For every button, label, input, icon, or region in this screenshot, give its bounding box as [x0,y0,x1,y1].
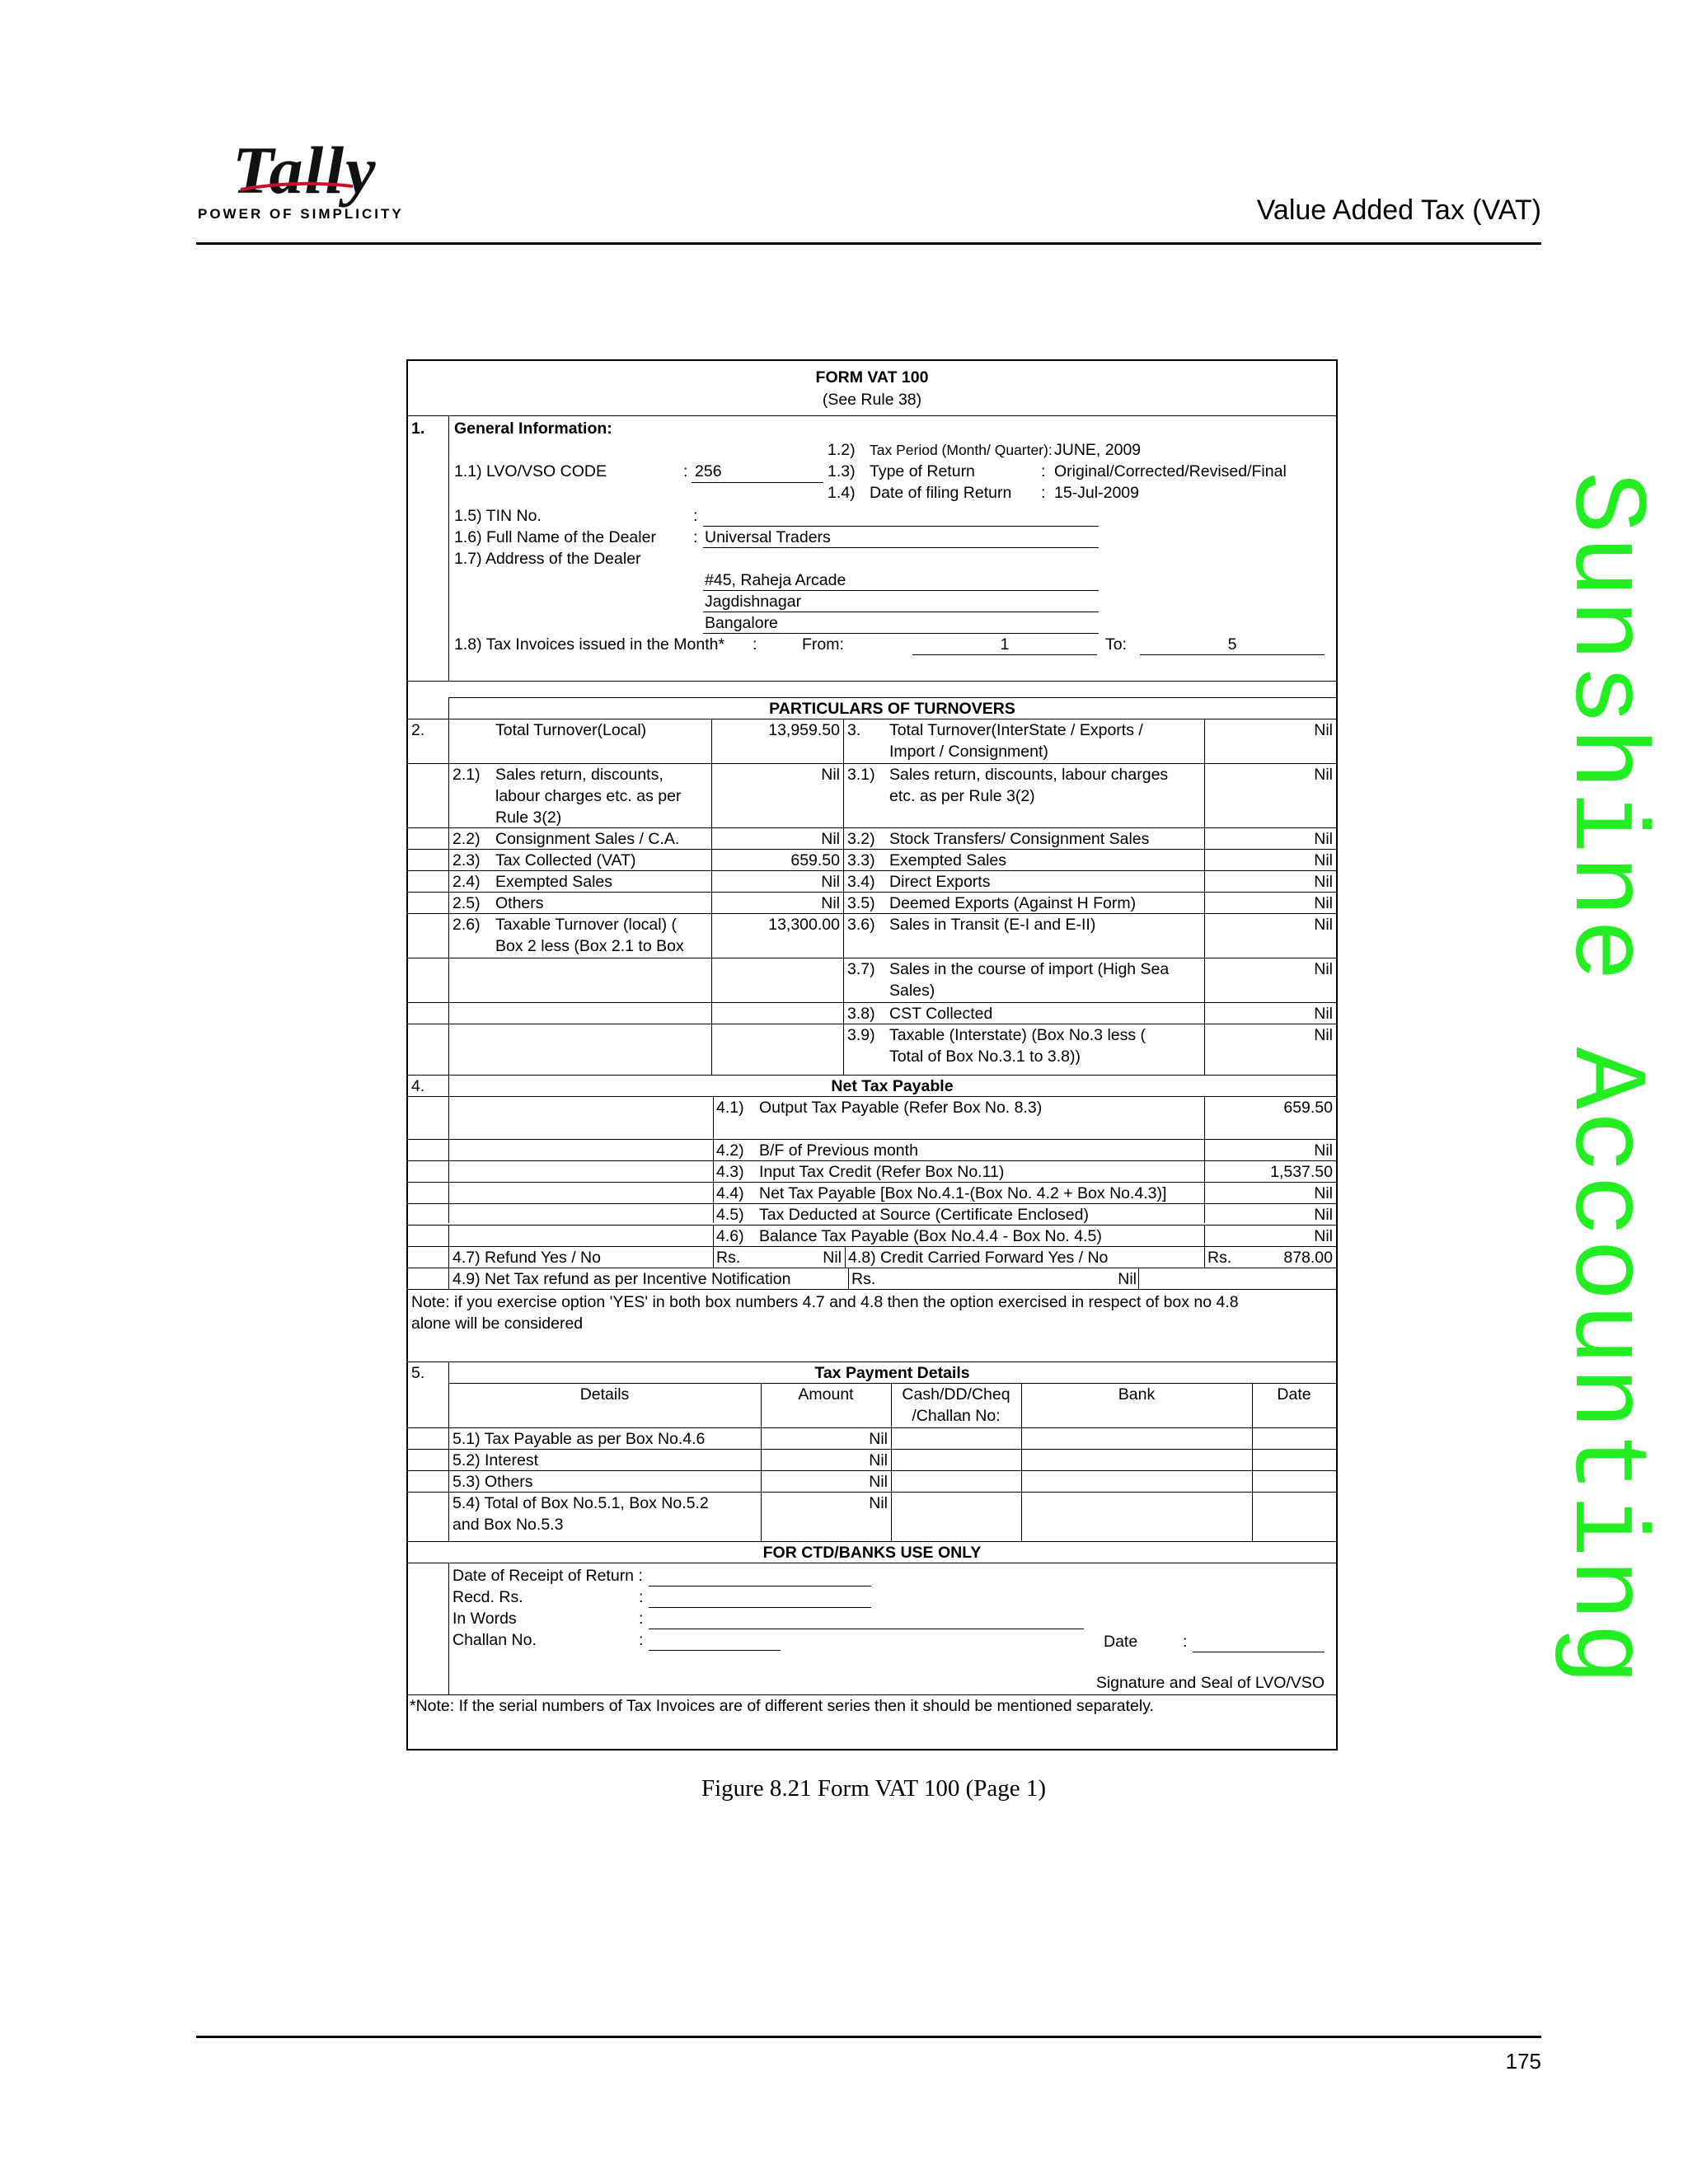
carry-forward-label: 4.8) Credit Carried Forward Yes / No [848,1249,1109,1267]
tax-payment-heading: Tax Payment Details [814,1364,970,1382]
box-3-9-label: Taxable (Interstate) (Box No.3 less ( [889,1026,1146,1044]
form-title: FORM VAT 100 [815,368,929,387]
section-1-num: 1. [411,419,425,438]
box-4-6-label: Balance Tax Payable (Box No.4.4 - Box No. 4.5) [759,1227,1102,1245]
box-3-4-num: 3.4) [847,873,875,891]
words-colon: : [639,1610,644,1628]
address-line-2: Jagdishnagar [705,593,802,611]
box-5-3-value: Nil [869,1473,888,1491]
page-number: 175 [1505,2049,1541,2074]
footer-rule [196,2036,1541,2038]
type-colon: : [1041,462,1046,480]
period-label: Tax Period (Month/ Quarter): [870,442,1053,458]
form-vat-100 [406,359,1338,1750]
form-subtitle: (See Rule 38) [822,391,922,409]
box-5-1-label: 5.1) Tax Payable as per Box No.4.6 [452,1430,706,1448]
box-3-4-label: Direct Exports [889,873,991,891]
watermark-text: Sunshine Accounting [1545,471,1663,1687]
period-value: JUNE, 2009 [1054,441,1142,459]
box-2-2-num: 2.2) [452,830,481,848]
box-5-4-value: Nil [869,1494,888,1512]
box-3-3-value: Nil [1314,851,1333,869]
box-2-1-label: Sales return, discounts, [495,766,663,784]
col-date: Date [1277,1385,1311,1404]
to-label: To: [1105,635,1128,654]
box-2-6-num: 2.6) [452,916,481,934]
box-2-3-label: Tax Collected (VAT) [495,851,636,869]
dealer-name: Universal Traders [705,528,831,546]
date-value: 15-Jul-2009 [1054,484,1139,502]
figure-caption: Figure 8.21 Form VAT 100 (Page 1) [701,1775,1047,1802]
box-3-5-value: Nil [1314,894,1333,912]
lvo-value: 256 [695,462,722,480]
box-3-6-num: 3.6) [847,916,875,934]
box-3-2-value: Nil [1314,830,1333,848]
box-3-3-num: 3.3) [847,851,875,869]
type-label: Type of Return [870,462,975,480]
box-3-4-value: Nil [1314,873,1333,891]
box-5-2-value: Nil [869,1451,888,1469]
box-2-5-num: 2.5) [452,894,481,912]
logo-swoosh-icon [239,181,354,193]
net-tax-heading: Net Tax Payable [831,1077,954,1095]
turnover-heading: PARTICULARS OF TURNOVERS [769,700,1015,718]
box-4-2-num: 4.2) [716,1141,744,1160]
col-amount: Amount [798,1385,854,1404]
lvo-label: 1.1) LVO/VSO CODE [454,462,607,480]
to-value: 5 [1227,635,1237,654]
signature-label: Signature and Seal of LVO/VSO [1095,1674,1325,1692]
date-num: 1.4) [828,484,856,502]
invoices-colon: : [753,635,757,654]
box-4-2-value: Nil [1314,1141,1333,1160]
carry-forward-rs: Rs. [1207,1249,1232,1267]
box-2-1-label2: labour charges etc. as per [495,787,682,805]
col-cash-dd-cheque: Cash/DD/Cheq [902,1385,1010,1404]
box-3-6-label: Sales in Transit (E-I and E-II) [889,916,1096,934]
box-2-value: 13,959.50 [768,721,840,739]
box-3-5-num: 3.5) [847,894,875,912]
box-5-4-label2: and Box No.5.3 [452,1516,564,1534]
box-2-label: Total Turnover(Local) [495,721,647,739]
box-2-num: 2. [411,721,425,739]
box-3-9-label2: Total of Box No.3.1 to 3.8)) [889,1047,1081,1066]
section-title: Value Added Tax (VAT) [1256,194,1541,226]
box-4-6-num: 4.6) [716,1227,744,1245]
header-rule [196,242,1541,245]
box-2-5-value: Nil [821,894,840,912]
from-label: From: [802,635,844,654]
box-3-1-label2: etc. as per Rule 3(2) [889,787,1035,805]
box-5-4-label: 5.4) Total of Box No.5.1, Box No.5.2 [452,1494,709,1512]
box-4-3-label: Input Tax Credit (Refer Box No.11) [759,1163,1005,1181]
box-3-7-value: Nil [1314,960,1333,978]
box-3-7-label2: Sales) [889,982,935,1000]
box-4-4-label: Net Tax Payable [Box No.4.1-(Box No. 4.2 + Box No.4.3)] [759,1184,1167,1202]
box-3-label: Total Turnover(InterState / Exports / [889,721,1143,739]
box-2-1-label3: Rule 3(2) [495,808,562,827]
col-bank: Bank [1118,1385,1156,1404]
ctd-date-colon: : [1183,1633,1188,1651]
box-2-6-label2: Box 2 less (Box 2.1 to Box [495,937,684,955]
recd-colon: : [639,1588,644,1606]
col-details: Details [579,1385,630,1404]
box-3-1-label: Sales return, discounts, labour charges [889,766,1169,784]
box-5-2-label: 5.2) Interest [452,1451,539,1469]
box-3-1-value: Nil [1314,766,1333,784]
box-4-4-num: 4.4) [716,1184,744,1202]
box-3-9-value: Nil [1314,1026,1333,1044]
box-3-label2: Import / Consignment) [889,743,1048,761]
box-2-2-label: Consignment Sales / C.A. [495,830,680,848]
refund-label: 4.7) Refund Yes / No [452,1249,601,1267]
in-words-label: In Words [452,1610,517,1628]
tin-label: 1.5) TIN No. [454,507,542,525]
footnote: *Note: If the serial numbers of Tax Invoices are of different series then it should be mentioned separately. [410,1697,1154,1715]
logo-tagline: POWER OF SIMPLICITY [198,206,404,222]
box-4-6-value: Nil [1314,1227,1333,1245]
challan-label: Challan No. [452,1631,537,1649]
invoices-label: 1.8) Tax Invoices issued in the Month* [454,635,725,654]
type-num: 1.3) [828,462,856,480]
box-5-3-label: 5.3) Others [452,1473,533,1491]
box-3-8-value: Nil [1314,1005,1333,1023]
from-value: 1 [1000,635,1010,654]
box-2-3-num: 2.3) [452,851,481,869]
lvo-colon: : [683,462,688,480]
name-colon: : [693,528,698,546]
box-2-4-num: 2.4) [452,873,481,891]
box-2-6-value: 13,300.00 [768,916,840,934]
challan-colon: : [639,1631,644,1649]
type-value: Original/Corrected/Revised/Final [1054,462,1287,480]
box-3-5-label: Deemed Exports (Against H Form) [889,894,1137,912]
incentive-rs: Rs. [851,1270,876,1288]
section-4-num: 4. [411,1077,425,1095]
receipt-date-label: Date of Receipt of Return : [452,1567,643,1585]
ctd-date-label: Date [1104,1633,1138,1651]
box-2-1-value: Nil [821,766,840,784]
box-4-1-num: 4.1) [716,1099,744,1117]
tin-colon: : [693,507,698,525]
carry-forward-value: 878.00 [1283,1249,1333,1267]
box-3-8-label: CST Collected [889,1005,993,1023]
box-4-3-num: 4.3) [716,1163,744,1181]
box-2-4-value: Nil [821,873,840,891]
period-num: 1.2) [828,441,856,459]
box-2-2-value: Nil [821,830,840,848]
date-label: Date of filing Return [870,484,1012,502]
box-3-8-num: 3.8) [847,1005,875,1023]
box-3-7-label: Sales in the course of import (High Sea [889,960,1170,978]
general-info-heading: General Information: [454,419,612,438]
box-4-3-value: 1,537.50 [1270,1163,1333,1181]
address-line-1: #45, Raheja Arcade [705,571,846,589]
note-line-2: alone will be considered [411,1315,584,1333]
box-3-6-value: Nil [1314,916,1333,934]
box-3-1-num: 3.1) [847,766,875,784]
box-3-2-num: 3.2) [847,830,875,848]
box-2-4-label: Exempted Sales [495,873,612,891]
box-2-3-value: 659.50 [790,851,840,869]
col-challan-no: /Challan No: [912,1407,1001,1425]
recd-rs-label: Recd. Rs. [452,1588,523,1606]
name-label: 1.6) Full Name of the Dealer [454,528,656,546]
box-4-5-label: Tax Deducted at Source (Certificate Enclosed) [759,1206,1089,1224]
box-4-1-label: Output Tax Payable (Refer Box No. 8.3) [759,1099,1043,1117]
box-3-2-label: Stock Transfers/ Consignment Sales [889,830,1150,848]
note-line-1: Note: if you exercise option 'YES' in both box numbers 4.7 and 4.8 then the option exercised in respect of box no 4.8 [411,1293,1239,1311]
section-5-num: 5. [411,1364,425,1382]
box-2-1-num: 2.1) [452,766,481,784]
box-2-6-label: Taxable Turnover (local) ( [495,916,678,934]
box-4-4-value: Nil [1314,1184,1333,1202]
box-4-5-num: 4.5) [716,1206,744,1224]
refund-value: Nil [823,1249,842,1267]
box-5-1-value: Nil [869,1430,888,1448]
logo-text: Tally [232,133,377,208]
box-3-value: Nil [1314,721,1333,739]
date-colon: : [1041,484,1046,502]
box-3-num: 3. [847,721,861,739]
box-3-7-num: 3.7) [847,960,875,978]
box-4-1-value: 659.50 [1283,1099,1333,1117]
box-3-3-label: Exempted Sales [889,851,1006,869]
address-line-3: Bangalore [705,614,778,632]
ctd-heading: FOR CTD/BANKS USE ONLY [762,1544,982,1562]
box-2-5-label: Others [495,894,544,912]
address-label: 1.7) Address of the Dealer [454,550,641,568]
refund-rs: Rs. [716,1249,741,1267]
incentive-value: Nil [1118,1270,1137,1288]
incentive-label: 4.9) Net Tax refund as per Incentive Notification [452,1270,791,1288]
box-4-2-label: B/F of Previous month [759,1141,918,1160]
box-4-5-value: Nil [1314,1206,1333,1224]
box-3-9-num: 3.9) [847,1026,875,1044]
